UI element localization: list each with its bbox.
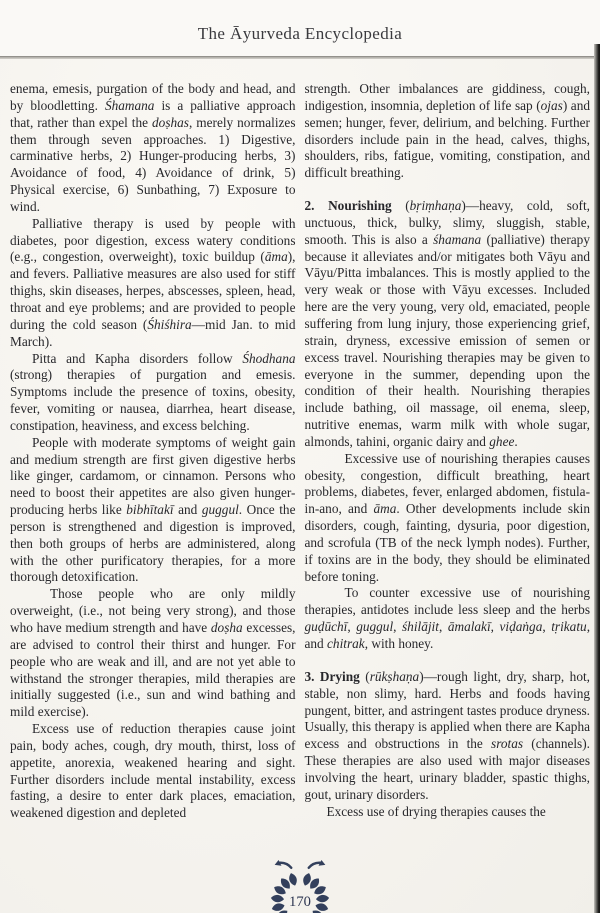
paragraph [305, 451, 591, 586]
emphasized-text: Śhodhana [242, 350, 296, 366]
body-text: ) and semen; hunger, fever, delirium, and belching. Further disorders include pain in the head, calves, thighs, shoulders, ribs, fatigue, vomiting, constipation, and difficult breathing. [304, 97, 590, 181]
emphasized-text: Śhamana [104, 97, 155, 113]
body-text: , merely normalizes them through seven approaches. 1) Digestive, carminative herbs, 2) Hunger-producing herbs, 3) Avoidance of food, 4) Avoidance of drink, 5) Physical exercise, 6) Sunbathing, 7) Exposure to wind. [10, 114, 296, 214]
body-text: , [438, 619, 448, 635]
emphasized-text: śhamana [433, 231, 482, 247]
body-text: , [542, 619, 552, 635]
body-text: and [173, 502, 202, 518]
emphasized-text: chitrak [327, 636, 365, 651]
paragraph [10, 351, 296, 435]
body-text: strength. Other imbalances are giddiness, cough, indigestion, insomnia, depletion of life sap ( [304, 81, 590, 113]
emphasized-text: āmalakī [447, 619, 491, 635]
emphasized-text: doṣha [210, 620, 243, 635]
paragraph [10, 216, 296, 351]
body-text: , with honey. [364, 636, 434, 651]
emphasized-text: Śhiśhira [147, 316, 192, 332]
body-text: Pitta and Kapha disorders follow [32, 350, 243, 366]
body-text: Palliative therapy is used by people with diabetes, poor digestion, excess watery conditions (e.g., congestion, overweight), toxic buildup ( [10, 215, 296, 265]
emphasized-text: srotas [491, 736, 524, 752]
body-text: excesses, are advised to control their thirst and hunger. For people who are weak and ill, and are not yet able to withstand the stronger therapies, mild therapies are initially suggested (i.e., sun and wind bathing and mild exercise). [10, 620, 296, 720]
body-text: is a palliative approach that, rather than expel the [10, 97, 296, 130]
running-header-title: The Āyurveda Encyclopedia [197, 24, 403, 43]
emphasized-text: 3. Drying [304, 668, 360, 684]
text-columns [10, 81, 590, 822]
body-text: —mid Jan. to mid March). [10, 316, 296, 349]
paragraph [305, 804, 591, 821]
page-footer [261, 858, 339, 913]
body-text: )—rough light, dry, sharp, hot, stable, non slimy, hard. Herbs and foods having pungent, bitter, and astringent tastes produce dryness. Usually, this therapy is applied when there are Kapha excess and obstructions in the [304, 668, 590, 752]
body-text: , [490, 619, 500, 635]
header-rule [0, 56, 600, 59]
body-text: . [514, 433, 518, 449]
emphasized-text: doṣhas [152, 114, 189, 130]
body-text: . Other developments include skin disorders, cough, fainting, dysuria, poor digestion, and scrofula (TB of the neck lymph nodes). Further, if toxins are in the body, they should be eliminated before toning. [304, 501, 590, 584]
page-number: 170 [289, 893, 311, 910]
paragraph [305, 585, 591, 652]
emphasized-text: guggul [356, 619, 394, 635]
paragraph [10, 81, 296, 216]
emphasized-text: tṛikatu [551, 619, 587, 635]
laurel-wreath-icon [261, 858, 339, 913]
paragraph [10, 721, 296, 822]
body-text: Excess use of drying therapies causes the [326, 803, 546, 819]
body-text: ), and fevers. Palliative measures are also used for stiff thighs, skin diseases, herpes, abscesses, spleen, head, throat and eye problems; and are provided to people during the cold season ( [10, 249, 296, 332]
paragraph [10, 586, 296, 721]
body-text: Those people who are only mildly overweight, (i.e., not being very strong), and those who have medium strength and have [10, 586, 296, 635]
emphasized-text: ojas [540, 97, 563, 113]
body-text: Excess use of reduction therapies cause joint pain, body aches, cough, dry mouth, thirst, loss of appetite, anorexia, weakened hearing and sight. Further disorders include mental instability, excess fasting, a desire to enter dark places, emaciation, weakened digestion and depleted [10, 721, 296, 821]
emphasized-text: 2. Nourishing [304, 198, 392, 214]
emphasized-text: rūkṣhaṇa [369, 668, 420, 684]
emphasized-text: bṛiṃhaṇa [409, 198, 462, 214]
paragraph [305, 198, 591, 451]
emphasized-text: guḍūchī [304, 619, 348, 635]
emphasized-text: āma [264, 249, 288, 265]
body-text: (palliative) therapy because it alleviates and/or mitigates both Vāyu and Vāyu/Pitta imbalances. This is mostly applied to the very weak or those with Vāyu excesses. Included here are the very young, very old, emaciated, people suffering from lung injury, those experiencing grief, strain, dryness, excessive emission of semen or excess travel. Nourishing therapies may be given to everyone in the summer, depending upon the condition of their health. Nourishing therapies include bathing, oil massage, oil enema, sleep, nutritive enemas, warm milk with whole sugar, almonds, tahini, organic dairy and [304, 231, 590, 449]
scan-edge-artifact [594, 44, 600, 913]
emphasized-text: guggul [201, 502, 239, 518]
emphasized-text: śhilājit [402, 619, 439, 635]
body-text: . Once the person is strengthened and digestion is improved, then both groups of herbs are administered, along with the other purificatory therapies, for a more thorough detoxification. [10, 502, 296, 585]
body-text: (channels). These therapies are also used with major diseases involving the heart, urinary bladder, spastic thighs, gout, urinary disorders. [304, 736, 590, 802]
body-text: ( [359, 668, 370, 684]
paragraph [305, 669, 591, 804]
emphasized-text: viḍaṅga [499, 619, 543, 635]
body-text: People with moderate symptoms of weight gain and medium strength are first given digestive herbs like ginger, cardamom, or cinnamon. Persons who need to boost their appetites are also given hunger-producing herbs like [10, 434, 296, 518]
emphasized-text: bibhītakī [126, 502, 174, 518]
body-text: , and [304, 619, 591, 651]
emphasized-text: āma [373, 501, 397, 517]
body-text: (strong) therapies of purgation and emesis. Symptoms include the presence of toxins, obesity, fever, vomiting or nausea, diarrhea, heart disease, constipation, heaviness, and excess belching. [10, 367, 296, 433]
paragraph [305, 81, 591, 182]
right-column [305, 81, 591, 822]
paragraph [10, 435, 296, 587]
left-column [10, 81, 296, 822]
body-text: To counter excessive use of nourishing therapies, antidotes include less sleep and the herbs [304, 585, 590, 618]
body-text: ( [391, 198, 410, 214]
body-text: , [393, 619, 402, 635]
emphasized-text: ghee [489, 433, 515, 449]
body-text: Excessive use of nourishing therapies causes obesity, congestion, difficult breathing, heart problems, diabetes, fever, enlarged abdomen, fistula-in-ano, and [304, 450, 590, 517]
body-text: )—heavy, cold, soft, unctuous, thick, bulky, slimy, sluggish, stable, smooth. This is also a [304, 198, 590, 247]
body-text: , [347, 619, 357, 635]
body-text: enema, emesis, purgation of the body and head, and by bloodletting. [10, 81, 296, 113]
